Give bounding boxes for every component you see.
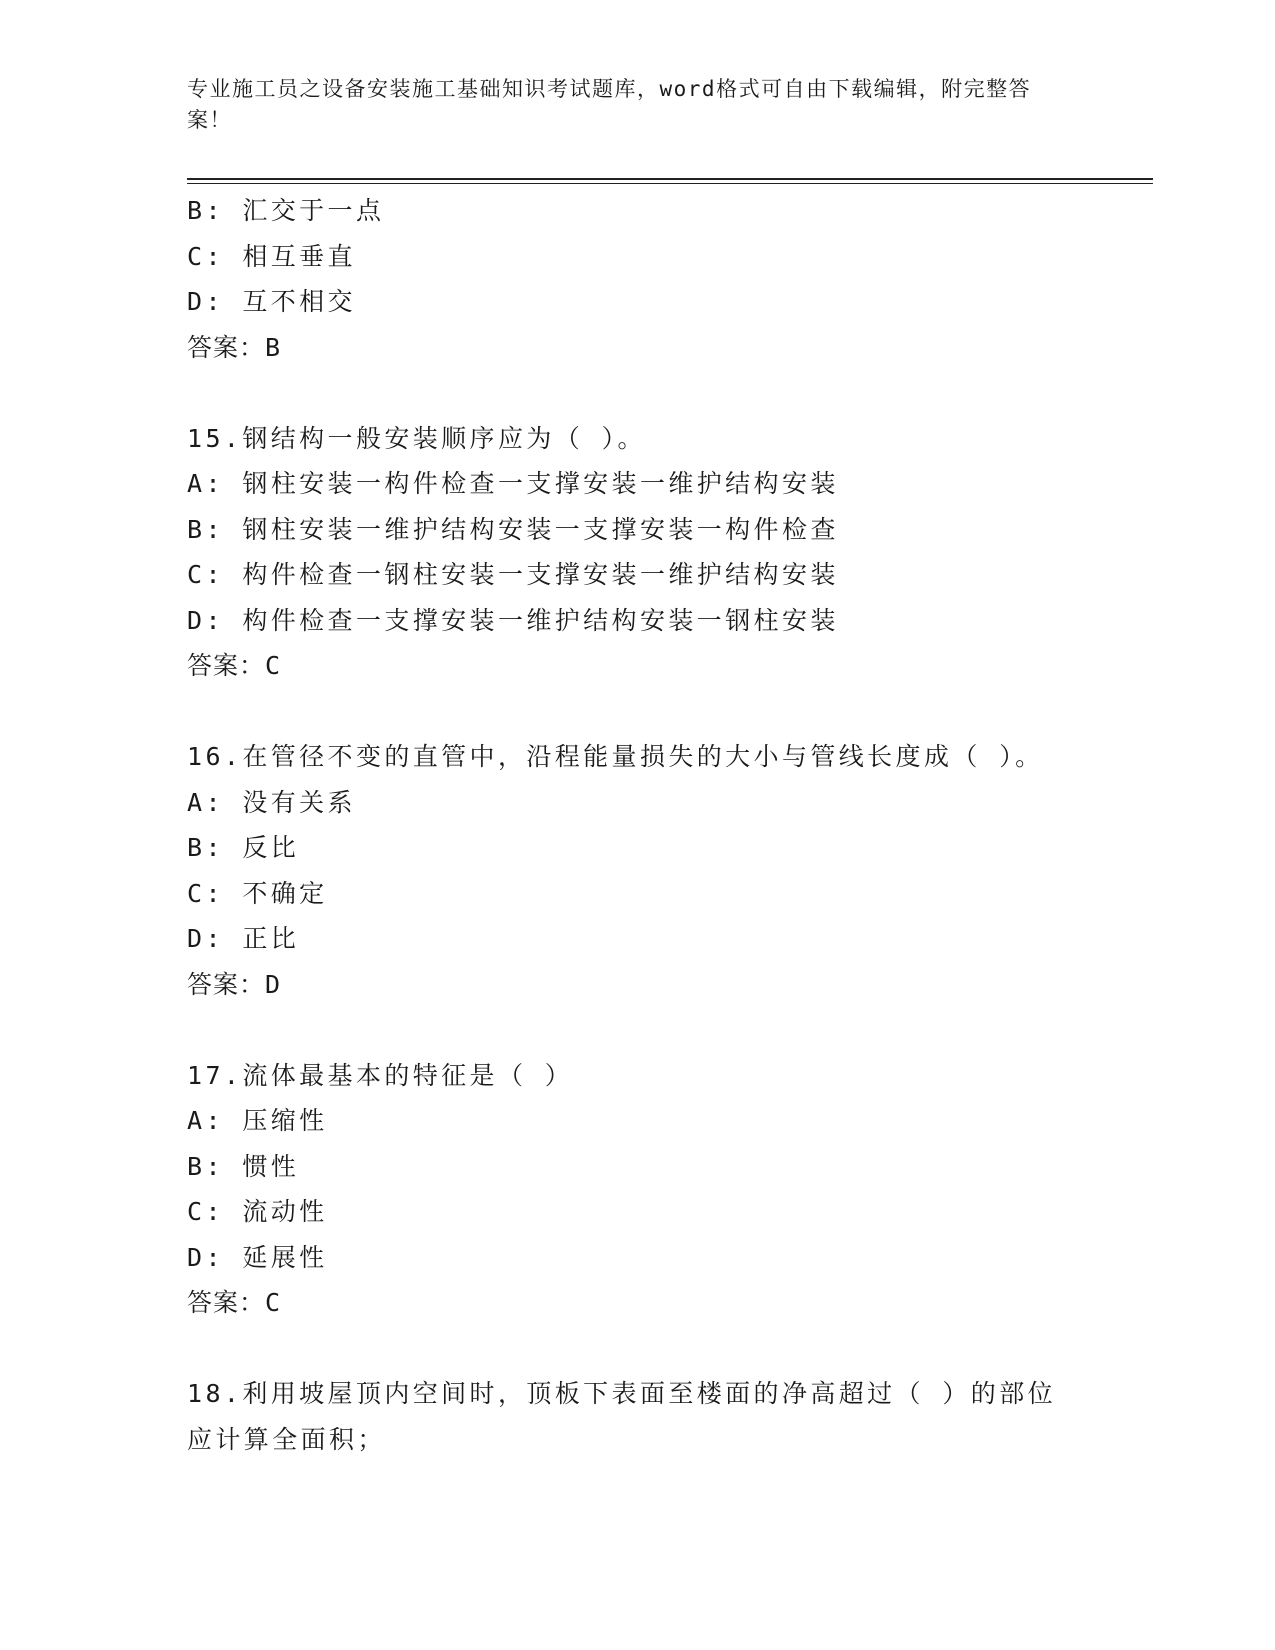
option-b: B: 惯性 bbox=[187, 1151, 300, 1181]
spacer bbox=[187, 1007, 1087, 1053]
question-text: 15.钢结构一般安装顺序应为（ ）。 bbox=[187, 423, 646, 453]
option-b: B: 汇交于一点 bbox=[187, 196, 385, 225]
spacer bbox=[187, 1326, 1087, 1372]
header-divider-thick bbox=[187, 178, 1153, 180]
option-c: C: 相互垂直 bbox=[187, 241, 356, 271]
option-d: D: 正比 bbox=[187, 924, 300, 953]
question-block-15 bbox=[187, 416, 1087, 689]
option-d: D: 构件检查一支撑安装一维护结构安装一钢柱安装 bbox=[187, 605, 839, 635]
answer-line: 答案：D bbox=[187, 969, 282, 999]
option-b: B: 钢柱安装一维护结构安装一支撑安装一构件检查 bbox=[187, 514, 839, 544]
spacer bbox=[187, 370, 1087, 416]
question-block-17 bbox=[187, 1053, 1087, 1326]
option-c: C: 不确定 bbox=[187, 878, 328, 908]
question-block-18 bbox=[187, 1371, 1087, 1462]
question-text: 18.利用坡屋顶内空间时，顶板下表面至楼面的净高超过（ ）的部位应计算全面积； bbox=[187, 1379, 1057, 1454]
header-divider-thin bbox=[187, 183, 1153, 184]
option-b: B: 反比 bbox=[187, 833, 300, 862]
question-block-14 bbox=[187, 188, 1087, 370]
question-list bbox=[187, 188, 1087, 1462]
option-c: C: 构件检查一钢柱安装一支撑安装一维护结构安装 bbox=[187, 560, 839, 589]
answer-line: 答案：B bbox=[187, 332, 282, 362]
page-header: 专业施工员之设备安装施工基础知识考试题库，word格式可自由下载编辑，附完整答案！ bbox=[187, 77, 1032, 132]
option-a: A: 没有关系 bbox=[187, 787, 356, 817]
answer-line: 答案：C bbox=[187, 1288, 282, 1317]
spacer bbox=[187, 689, 1087, 735]
option-d: D: 延展性 bbox=[187, 1242, 328, 1272]
option-a: A: 压缩性 bbox=[187, 1106, 328, 1135]
option-c: C: 流动性 bbox=[187, 1197, 328, 1226]
question-text: 16.在管径不变的直管中，沿程能量损失的大小与管线长度成（ ）。 bbox=[187, 742, 1044, 771]
answer-line: 答案：C bbox=[187, 651, 282, 680]
option-d: D: 互不相交 bbox=[187, 287, 356, 316]
question-text: 17.流体最基本的特征是（ ） bbox=[187, 1060, 574, 1090]
option-a: A: 钢柱安装一构件检查一支撑安装一维护结构安装 bbox=[187, 469, 839, 498]
question-block-16 bbox=[187, 734, 1087, 1007]
